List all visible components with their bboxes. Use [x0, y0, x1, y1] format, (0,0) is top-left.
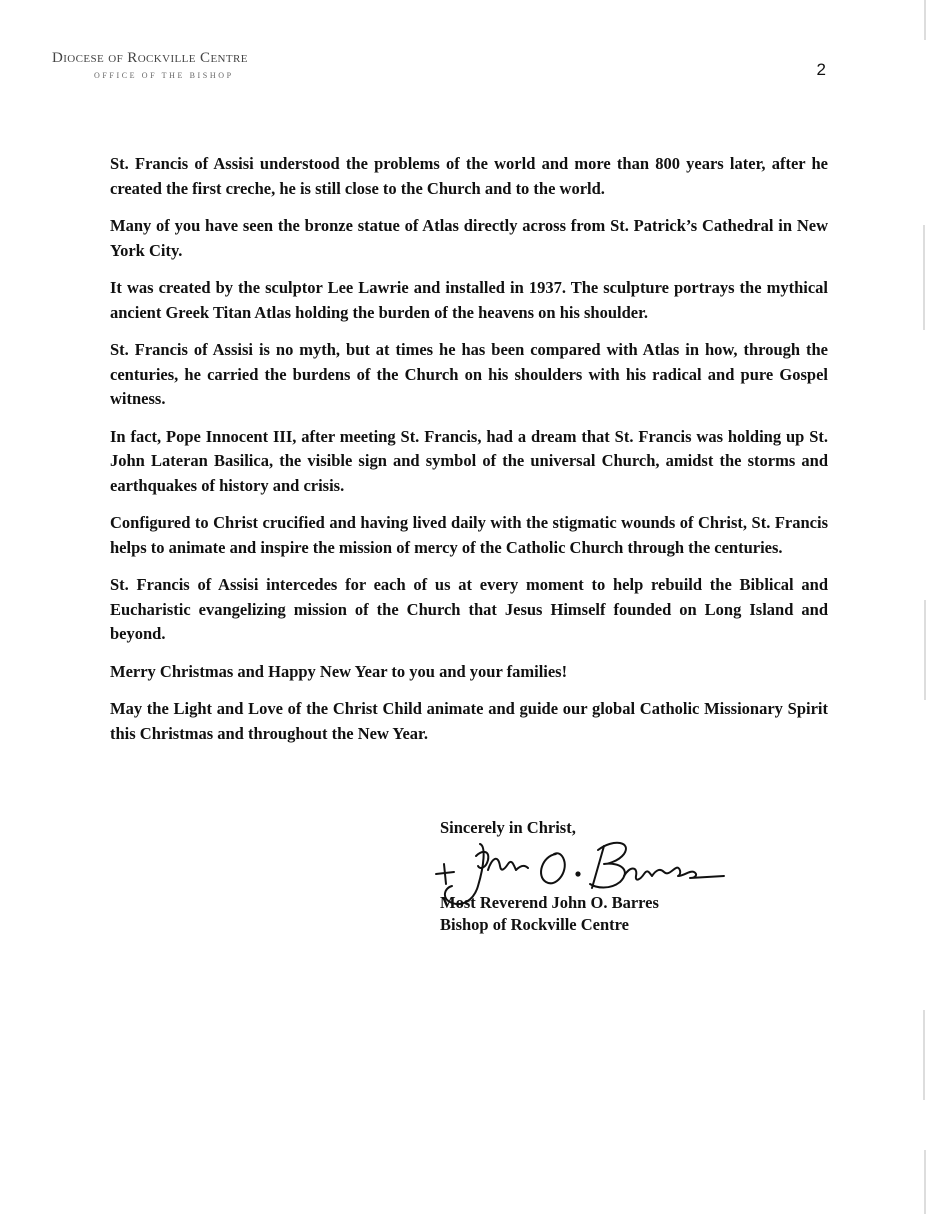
paragraph: It was created by the sculptor Lee Lawrie and installed in 1937. The sculpture portrays the mythical ancient Greek Titan Atlas holding the burden of the heavens on his shoulder.: [110, 278, 828, 322]
page-number: 2: [816, 60, 826, 79]
signer-block: [440, 892, 659, 936]
letter-body: [110, 152, 828, 759]
paragraph: Configured to Christ crucified and having lived daily with the stigmatic wounds of Christ, St. Francis helps to animate and inspire the mission of mercy of the Catholic Church through the centuries.: [110, 513, 828, 557]
closing-salutation: Sincerely in Christ,: [440, 818, 576, 837]
diocese-name: Diocese of Rockville Centre: [52, 50, 248, 66]
paragraph: Merry Christmas and Happy New Year to you and your families!: [110, 661, 568, 681]
letterhead: [52, 50, 248, 80]
office-name: OFFICE OF THE BISHOP: [94, 71, 234, 80]
signer-name: Most Reverend John O. Barres: [440, 893, 659, 912]
paragraph: St. Francis of Assisi is no myth, but at times he has been compared with Atlas in how, through the centuries, he carried the burdens of the Church on his shoulders with his radical and pure Gospel witness.: [110, 340, 828, 408]
paragraph: St. Francis of Assisi intercedes for each of us at every moment to help rebuild the Biblical and Eucharistic evangelizing mission of the Church that Jesus Himself founded on Long Island and beyond.: [110, 575, 828, 643]
paragraph: In fact, Pope Innocent III, after meeting St. Francis, had a dream that St. Francis was holding up St. John Lateran Basilica, the visible sign and symbol of the universal Church, amidst the storms and earthquakes of history and crisis.: [110, 426, 828, 495]
paragraph: May the Light and Love of the Christ Child animate and guide our global Catholic Missionary Spirit this Christmas and throughout the New Year.: [110, 699, 828, 743]
paragraph: St. Francis of Assisi understood the problems of the world and more than 800 years later, after he created the first creche, he is still close to the Church and to the world.: [110, 154, 828, 198]
scan-edge-artifacts: [904, 0, 934, 1214]
signer-title: Bishop of Rockville Centre: [440, 915, 629, 934]
paragraph: Many of you have seen the bronze statue of Atlas directly across from St. Patrick’s Cathedral in New York City.: [110, 216, 828, 260]
